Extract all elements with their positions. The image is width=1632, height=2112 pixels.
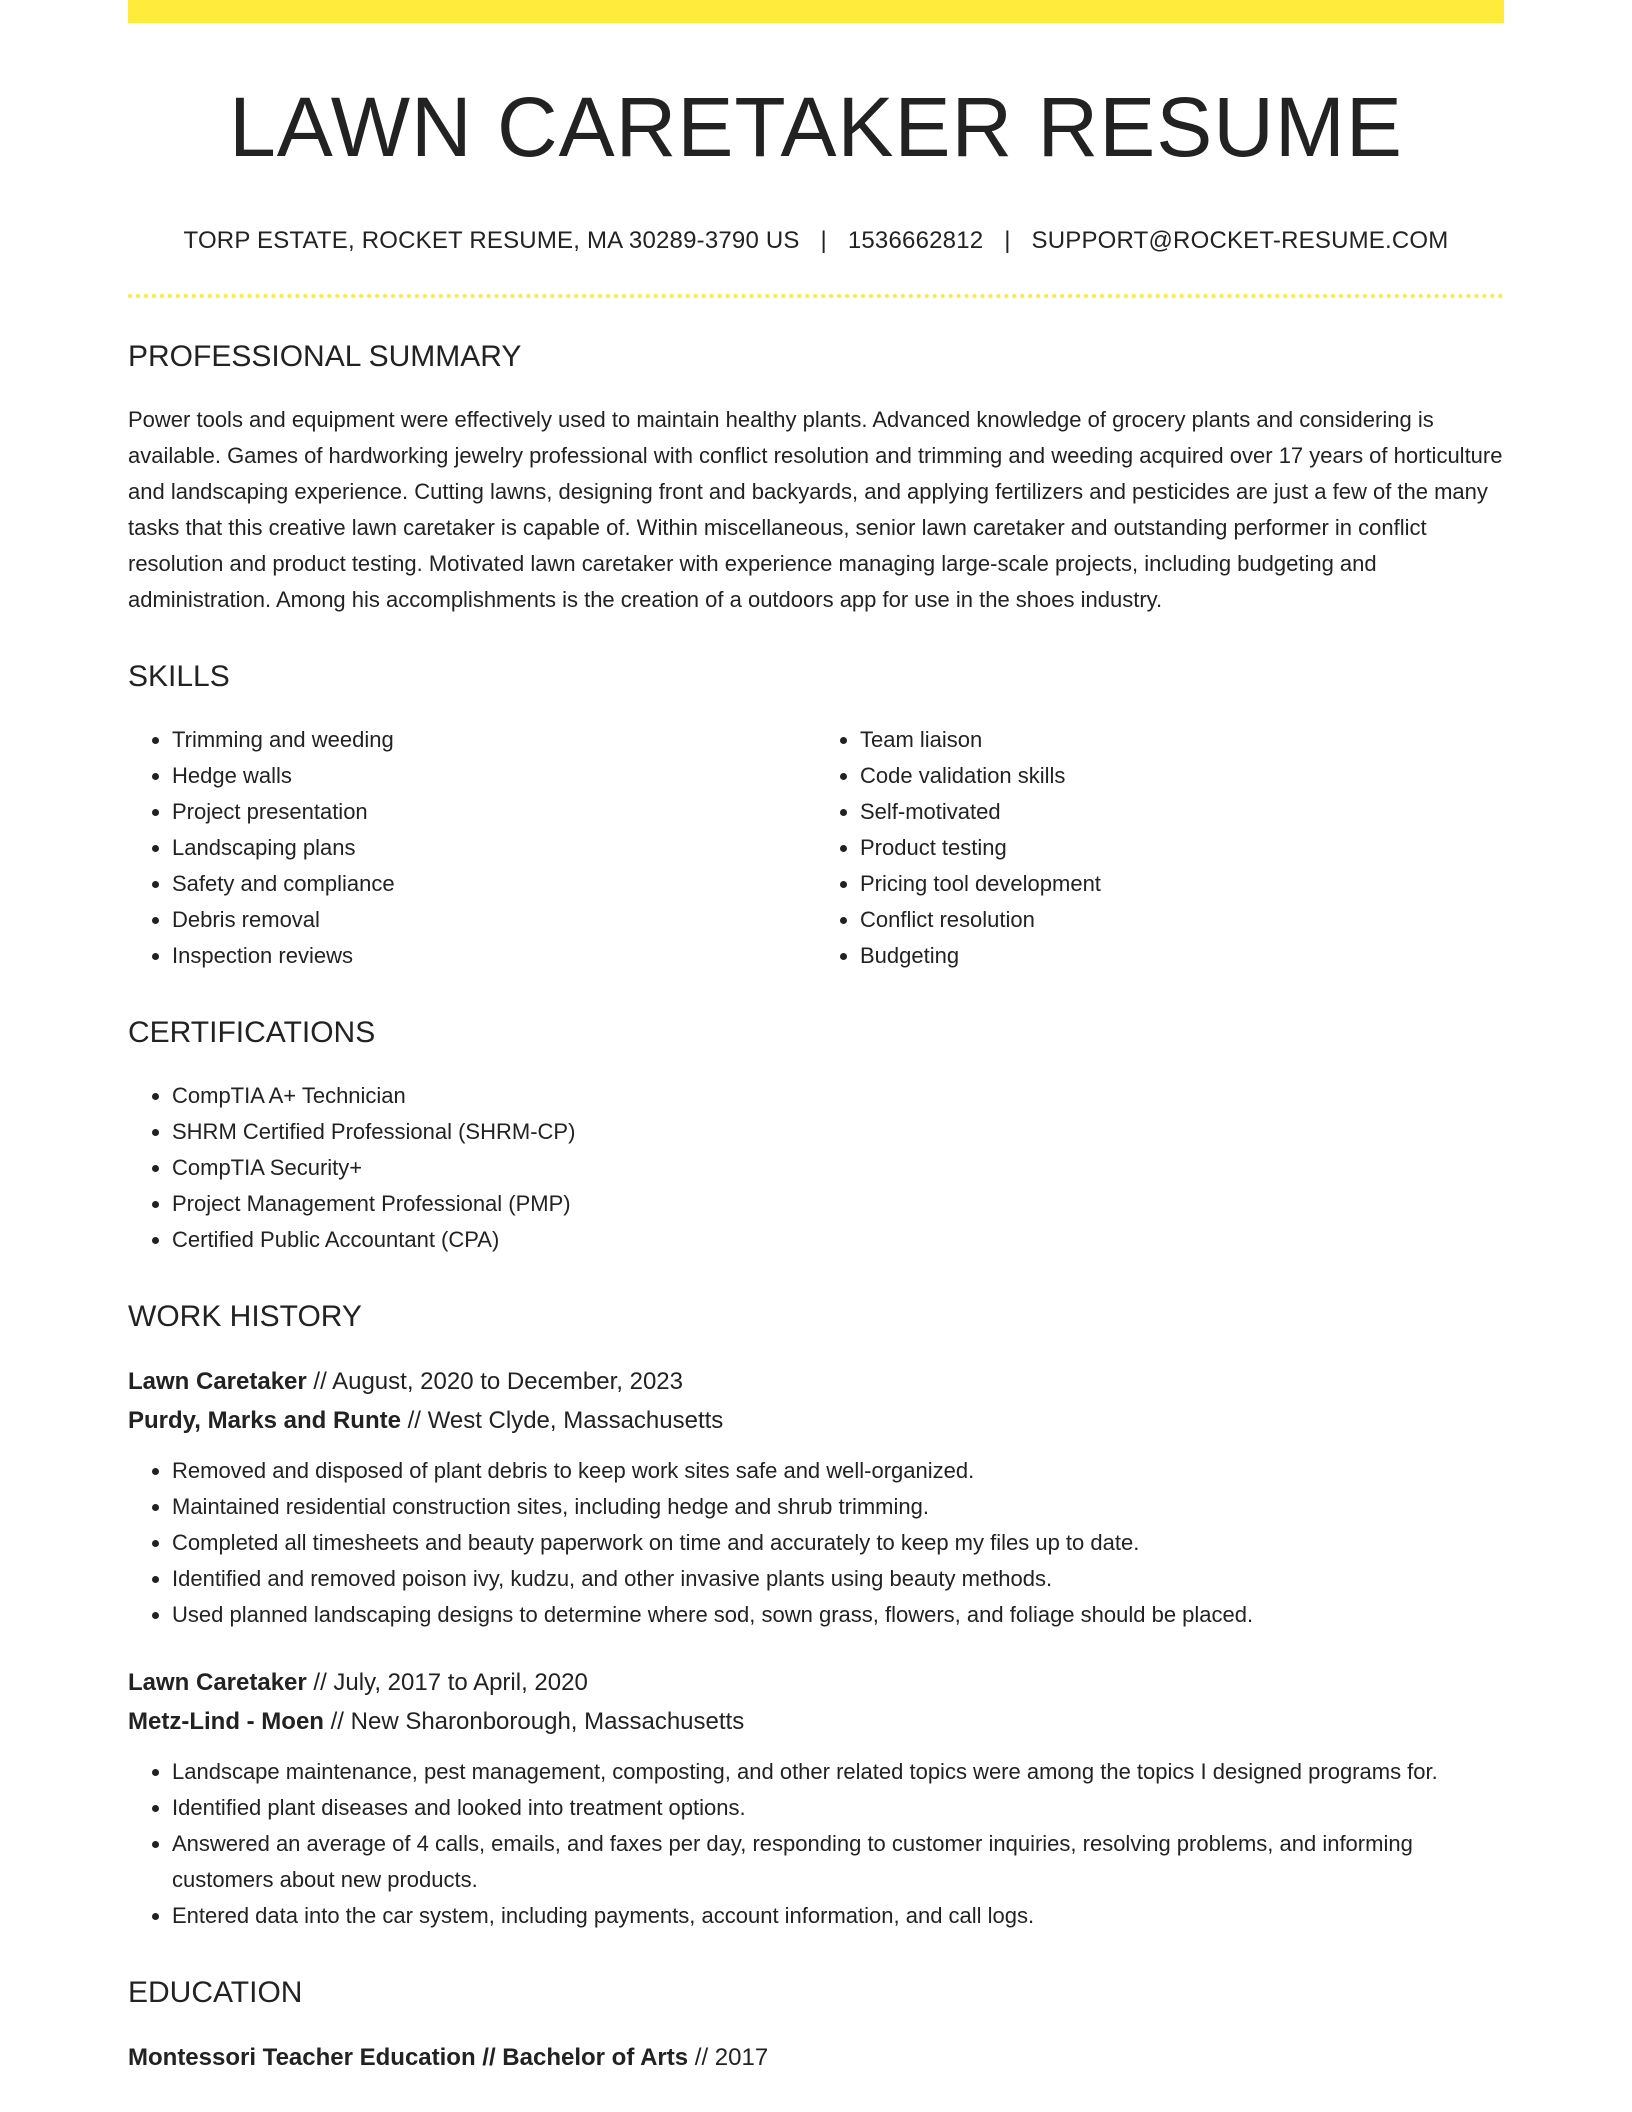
summary-heading: PROFESSIONAL SUMMARY	[128, 340, 522, 373]
job-bullet: • Completed all timesheets and beauty paperwork on time and accurately to keep my files up to date.	[172, 1525, 1504, 1561]
skill-item: • Landscaping plans	[172, 830, 816, 866]
contact-phone: 1536662812	[847, 227, 984, 254]
education-school-degree: Montessori Teacher Education // Bachelor of Arts	[128, 2044, 689, 2071]
job-bullet: • Identified plant diseases and looked into treatment options.	[172, 1790, 1504, 1826]
resume-title: LAWN CARETAKER RESUME	[229, 80, 1403, 174]
contact-email: SUPPORT@ROCKET-RESUME.COM	[1031, 227, 1449, 254]
job-company-line	[128, 1702, 1504, 1741]
skill-item: • Pricing tool development	[860, 866, 1504, 902]
skill-item: • Code validation skills	[860, 758, 1504, 794]
job-bullets	[128, 1453, 1504, 1633]
job-bullet: • Maintained residential construction sites, including hedge and shrub trimming.	[172, 1489, 1504, 1525]
skills-heading: SKILLS	[128, 660, 230, 693]
certification-item: • Certified Public Accountant (CPA)	[172, 1222, 1504, 1258]
skill-item: • Debris removal	[172, 902, 816, 938]
job-title: Lawn Caretaker	[128, 1368, 307, 1395]
skill-item: • Conflict resolution	[860, 902, 1504, 938]
skill-item: • Self-motivated	[860, 794, 1504, 830]
job-entry	[128, 1663, 1504, 1934]
job-bullet: • Identified and removed poison ivy, kudzu, and other invasive plants using beauty methods.	[172, 1561, 1504, 1597]
skill-item: • Inspection reviews	[172, 938, 816, 974]
job-bullet: • Used planned landscaping designs to determine where sod, sown grass, flowers, and foliage should be placed.	[172, 1597, 1504, 1633]
contact-line	[128, 227, 1504, 255]
skill-item: • Team liaison	[860, 722, 1504, 758]
education-heading: EDUCATION	[128, 1976, 303, 2009]
education-entry	[128, 2038, 1504, 2077]
summary-text: Power tools and equipment were effectively used to maintain healthy plants. Advanced knowledge of grocery plants and considering is available. Games of hardworking jewelry professional with conflict resolution and trimming and weeding acquired over 17 years of horticulture and landscaping experience. Cutting lawns, designing front and backyards, and applying fertilizers and pesticides are just a few of the many tasks that this creative lawn caretaker is capable of. Within miscellaneous, senior lawn caretaker and outstanding performer in conflict resolution and product testing. Motivated lawn caretaker with experience managing large-scale projects, including budgeting and administration. Among his accomplishments is the creation of a outdoors app for use in the shoes industry.	[128, 407, 1503, 612]
certifications-heading: CERTIFICATIONS	[128, 1016, 376, 1049]
job-dates: // August, 2020 to December, 2023	[306, 1368, 684, 1395]
skill-item: • Trimming and weeding	[172, 722, 816, 758]
skills-list-left	[128, 722, 816, 974]
certification-item: • Project Management Professional (PMP)	[172, 1186, 1504, 1222]
skill-item: • Safety and compliance	[172, 866, 816, 902]
education-year: // 2017	[688, 2044, 769, 2071]
job-bullets	[128, 1754, 1504, 1934]
skills-columns	[128, 722, 1504, 974]
skill-item: • Project presentation	[172, 794, 816, 830]
header-divider	[128, 294, 1504, 298]
certification-item: • CompTIA A+ Technician	[172, 1078, 1504, 1114]
job-entry	[128, 1362, 1504, 1633]
skills-list-right	[816, 722, 1504, 974]
job-company-line	[128, 1401, 1504, 1440]
certification-item: • SHRM Certified Professional (SHRM-CP)	[172, 1114, 1504, 1150]
job-dates: // July, 2017 to April, 2020	[306, 1669, 588, 1696]
skill-item: • Budgeting	[860, 938, 1504, 974]
certification-item: • CompTIA Security+	[172, 1150, 1504, 1186]
skill-item: • Product testing	[860, 830, 1504, 866]
job-title-line	[128, 1663, 1504, 1702]
work-history-heading: WORK HISTORY	[128, 1300, 362, 1333]
job-location: // West Clyde, Massachusetts	[400, 1407, 724, 1434]
certifications-list	[128, 1078, 1504, 1258]
contact-separator: |	[820, 227, 827, 254]
job-bullet: • Landscape maintenance, pest management, composting, and other related topics were among the topics I designed programs for.	[172, 1754, 1504, 1790]
job-location: // New Sharonborough, Massachusetts	[323, 1708, 745, 1735]
job-bullet: • Entered data into the car system, including payments, account information, and call logs.	[172, 1898, 1504, 1934]
job-bullet: • Answered an average of 4 calls, emails, and faxes per day, responding to customer inquiries, resolving problems, and informing customers about new products.	[172, 1826, 1504, 1898]
resume-page	[128, 0, 1504, 2077]
contact-separator: |	[1004, 227, 1011, 254]
job-company: Metz-Lind - Moen	[128, 1708, 324, 1735]
job-company: Purdy, Marks and Runte	[128, 1407, 401, 1434]
skill-item: • Hedge walls	[172, 758, 816, 794]
job-title-line	[128, 1362, 1504, 1401]
contact-address: TORP ESTATE, ROCKET RESUME, MA 30289-3790 US	[183, 227, 800, 254]
accent-top-bar	[128, 0, 1504, 23]
job-title: Lawn Caretaker	[128, 1669, 307, 1696]
job-bullet: • Removed and disposed of plant debris to keep work sites safe and well-organized.	[172, 1453, 1504, 1489]
